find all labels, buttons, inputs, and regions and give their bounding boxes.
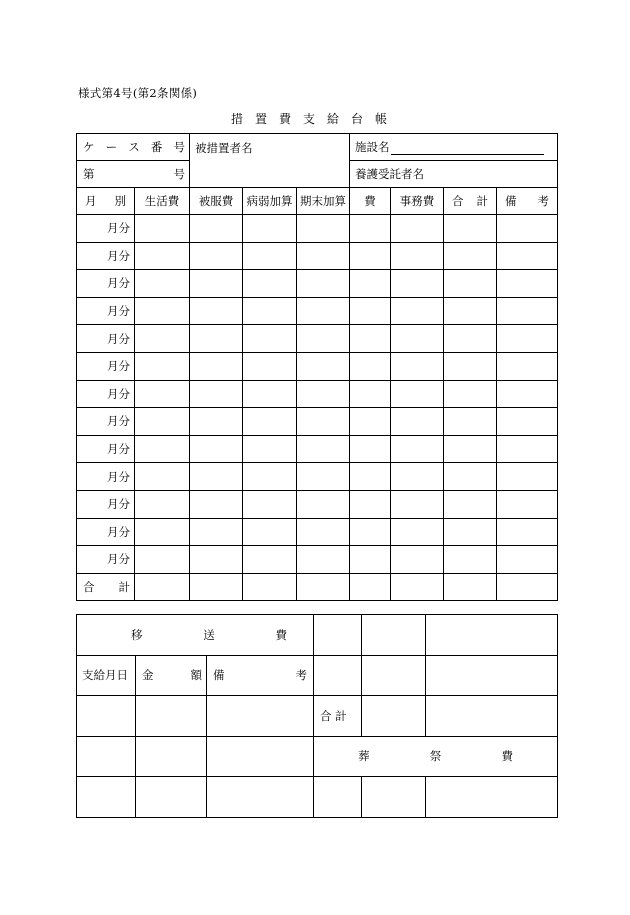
funeral-title-char: 葬 (358, 749, 370, 764)
funeral-cell-3[interactable] (426, 777, 558, 818)
ledger-total-label-char: 計 (118, 580, 130, 595)
ledger-cell-remarks[interactable] (497, 490, 558, 518)
ledger-cell-living-cost[interactable] (135, 490, 190, 518)
ledger-cell-living-cost[interactable] (135, 242, 190, 270)
ledger-cell-cost[interactable] (350, 435, 391, 463)
ledger-cell-sickness-addition[interactable] (243, 242, 297, 270)
ledger-total-row (77, 573, 558, 601)
ledger-cell-living-cost[interactable] (135, 352, 190, 380)
month-row (77, 435, 558, 463)
ledger-cell-remarks[interactable] (497, 242, 558, 270)
ledger-cell-term-end-addition[interactable] (297, 463, 350, 491)
ledger-cell-clothing-cost[interactable] (190, 215, 243, 243)
transport-title-char: 移 (131, 627, 143, 642)
month-row (77, 270, 558, 298)
ledger-cell-total[interactable] (444, 435, 497, 463)
ledger-cell-living-cost[interactable] (135, 546, 190, 574)
payment-date-input[interactable] (77, 696, 136, 737)
ledger-cell-term-end-addition[interactable] (297, 352, 350, 380)
ledger-cell-office-cost[interactable] (391, 380, 444, 408)
ledger-cell-clothing-cost[interactable] (190, 380, 243, 408)
ledger-cell-remarks[interactable] (497, 408, 558, 436)
column-header-remarks-char: 考 (537, 194, 550, 208)
ledger-cell-cost[interactable] (350, 297, 391, 325)
ledger-total-clothing-cost[interactable] (190, 573, 243, 601)
ledger-cell-office-cost[interactable] (391, 408, 444, 436)
transport-total-input[interactable] (362, 696, 426, 737)
funeral-cell-2[interactable] (362, 777, 426, 818)
month-label: 月分 (77, 242, 135, 270)
ledger-cell-total[interactable] (444, 215, 497, 243)
funeral-title-cell (314, 736, 558, 777)
transport-extra-cell-2[interactable] (362, 615, 426, 656)
ledger-cell-office-cost[interactable] (391, 325, 444, 353)
ledger-cell-office-cost[interactable] (391, 352, 444, 380)
ledger-total-total[interactable] (444, 573, 497, 601)
transport-title-char: 費 (275, 627, 287, 642)
ledger-cell-living-cost[interactable] (135, 325, 190, 353)
column-header-living-cost: 生活費 (135, 188, 190, 215)
ledger-cell-office-cost[interactable] (391, 215, 444, 243)
ledger-cell-term-end-addition[interactable] (297, 242, 350, 270)
document-title: 措置費支給台帳 (230, 112, 399, 126)
column-header-remarks (497, 188, 558, 215)
ledger-cell-clothing-cost[interactable] (190, 242, 243, 270)
remarks-label-char: 備 (213, 668, 225, 683)
amount-input-3[interactable] (136, 777, 207, 818)
ledger-cell-total[interactable] (444, 242, 497, 270)
ledger-cell-living-cost[interactable] (135, 518, 190, 546)
ledger-cell-remarks[interactable] (497, 518, 558, 546)
ledger-cell-total[interactable] (444, 518, 497, 546)
ledger-cell-sickness-addition[interactable] (243, 463, 297, 491)
ledger-cell-living-cost[interactable] (135, 435, 190, 463)
funeral-cell-1[interactable] (314, 777, 362, 818)
ledger-cell-term-end-addition[interactable] (297, 215, 350, 243)
ledger-cell-term-end-addition[interactable] (297, 546, 350, 574)
transport-funeral-table (76, 614, 558, 818)
payment-date-input-3[interactable] (77, 777, 136, 818)
transport-total-label: 合 計 (314, 696, 362, 737)
ledger-cell-sickness-addition[interactable] (243, 215, 297, 243)
ledger-cell-office-cost[interactable] (391, 463, 444, 491)
ledger-cell-term-end-addition[interactable] (297, 408, 350, 436)
ledger-cell-clothing-cost[interactable] (190, 490, 243, 518)
ledger-cell-clothing-cost[interactable] (190, 546, 243, 574)
ledger-cell-cost[interactable] (350, 242, 391, 270)
ledger-cell-cost[interactable] (350, 408, 391, 436)
facility-name-underline (391, 141, 544, 155)
transport-extra-cell-6[interactable] (426, 655, 558, 696)
ledger-cell-clothing-cost[interactable] (190, 435, 243, 463)
month-row (77, 490, 558, 518)
ledger-cell-living-cost[interactable] (135, 380, 190, 408)
ledger-total-label (77, 573, 135, 601)
ledger-cell-office-cost[interactable] (391, 546, 444, 574)
ledger-cell-sickness-addition[interactable] (243, 297, 297, 325)
ledger-cell-cost[interactable] (350, 490, 391, 518)
case-dai-cell[interactable] (77, 161, 190, 188)
facility-name-cell[interactable] (350, 134, 558, 161)
ledger-cell-total[interactable] (444, 380, 497, 408)
month-label: 月分 (77, 518, 135, 546)
ledger-cell-term-end-addition[interactable] (297, 270, 350, 298)
ledger-cell-clothing-cost[interactable] (190, 352, 243, 380)
ledger-cell-clothing-cost[interactable] (190, 297, 243, 325)
case-dai-label-char: 号 (173, 167, 185, 181)
facility-name-label: 施設名 (355, 140, 390, 154)
ledger-cell-sickness-addition[interactable] (243, 408, 297, 436)
ledger-total-office-cost[interactable] (391, 573, 444, 601)
ledger-cell-cost[interactable] (350, 270, 391, 298)
ledger-cell-total[interactable] (444, 546, 497, 574)
ledger-cell-office-cost[interactable] (391, 270, 444, 298)
ledger-cell-living-cost[interactable] (135, 408, 190, 436)
transport-title-cell (77, 615, 314, 656)
ledger-cell-living-cost[interactable] (135, 215, 190, 243)
payment-date-input-2[interactable] (77, 736, 136, 777)
ledger-cell-office-cost[interactable] (391, 242, 444, 270)
ledger-cell-total[interactable] (444, 490, 497, 518)
ledger-cell-term-end-addition[interactable] (297, 490, 350, 518)
ledger-cell-office-cost[interactable] (391, 297, 444, 325)
ledger-cell-office-cost[interactable] (391, 490, 444, 518)
ledger-total-label-char: 合 (83, 580, 95, 595)
ledger-cell-sickness-addition[interactable] (243, 490, 297, 518)
month-row (77, 463, 558, 491)
month-row (77, 297, 558, 325)
case-dai-label-char: 第 (83, 167, 95, 181)
month-row (77, 408, 558, 436)
remarks-label-char: 考 (295, 668, 307, 683)
column-header-sickness-addition: 病弱加算 (243, 188, 297, 215)
column-header-clothing-cost: 被服費 (190, 188, 243, 215)
column-header-row (77, 188, 558, 215)
ledger-cell-term-end-addition[interactable] (297, 518, 350, 546)
ledger-cell-remarks[interactable] (497, 270, 558, 298)
ledger-cell-total[interactable] (444, 297, 497, 325)
transport-extra-cell-5[interactable] (362, 655, 426, 696)
ledger-total-term-end-addition[interactable] (297, 573, 350, 601)
recipient-name-label: 被措置者名 (195, 141, 253, 155)
month-label: 月分 (77, 380, 135, 408)
month-row (77, 352, 558, 380)
column-header-month-char: 別 (114, 194, 126, 208)
column-header-remarks-char: 備 (505, 194, 517, 208)
month-label: 月分 (77, 408, 135, 436)
ledger-cell-term-end-addition[interactable] (297, 325, 350, 353)
month-row (77, 242, 558, 270)
ledger-cell-total[interactable] (444, 352, 497, 380)
ledger-cell-remarks[interactable] (497, 546, 558, 574)
ledger-cell-remarks[interactable] (497, 297, 558, 325)
month-label: 月分 (77, 215, 135, 243)
remarks-input[interactable] (207, 696, 314, 737)
ledger-cell-sickness-addition[interactable] (243, 325, 297, 353)
column-header-total (444, 188, 497, 215)
ledger-cell-remarks[interactable] (497, 352, 558, 380)
column-header-total-char: 計 (476, 194, 489, 208)
column-header-month-char: 月 (85, 194, 97, 208)
funeral-title-char: 費 (501, 749, 513, 764)
amount-label-char: 金 (142, 668, 154, 683)
month-label: 月分 (77, 270, 135, 298)
case-number-cell[interactable] (77, 134, 190, 161)
ledger-cell-sickness-addition[interactable] (243, 270, 297, 298)
ledger-cell-clothing-cost[interactable] (190, 270, 243, 298)
ledger-cell-sickness-addition[interactable] (243, 435, 297, 463)
ledger-cell-remarks[interactable] (497, 463, 558, 491)
column-header-month (77, 188, 135, 215)
ledger-cell-remarks[interactable] (497, 325, 558, 353)
month-row (77, 546, 558, 574)
amount-header (136, 655, 207, 696)
case-number-label-char: ス (128, 140, 140, 154)
remarks-input-2[interactable] (207, 736, 314, 777)
transport-extra-cell-4[interactable] (314, 655, 362, 696)
ledger-cell-term-end-addition[interactable] (297, 297, 350, 325)
ledger-cell-cost[interactable] (350, 463, 391, 491)
month-row (77, 380, 558, 408)
transport-extra-cell-7[interactable] (426, 696, 558, 737)
case-number-label-char: 号 (173, 140, 185, 154)
ledger-cell-sickness-addition[interactable] (243, 380, 297, 408)
ledger-cell-sickness-addition[interactable] (243, 352, 297, 380)
month-label: 月分 (77, 297, 135, 325)
ledger-cell-remarks[interactable] (497, 435, 558, 463)
column-header-cost: 費 (350, 188, 391, 215)
month-label: 月分 (77, 463, 135, 491)
ledger-cell-living-cost[interactable] (135, 463, 190, 491)
ledger-cell-total[interactable] (444, 408, 497, 436)
recipient-name-cell[interactable] (190, 134, 350, 188)
ledger-cell-sickness-addition[interactable] (243, 546, 297, 574)
ledger-cell-cost[interactable] (350, 546, 391, 574)
funeral-title-char: 祭 (429, 749, 442, 764)
remarks-input-3[interactable] (207, 777, 314, 818)
month-label: 月分 (77, 546, 135, 574)
ledger-cell-term-end-addition[interactable] (297, 380, 350, 408)
ledger-cell-cost[interactable] (350, 325, 391, 353)
month-label: 月分 (77, 325, 135, 353)
payment-date-header: 支給月日 (77, 655, 136, 696)
column-header-office-cost: 事務費 (391, 188, 444, 215)
ledger-total-cost[interactable] (350, 573, 391, 601)
allowance-ledger-table (76, 133, 558, 601)
ledger-cell-term-end-addition[interactable] (297, 435, 350, 463)
case-number-label-char: ケ (83, 140, 95, 154)
ledger-cell-remarks[interactable] (497, 380, 558, 408)
month-label: 月分 (77, 490, 135, 518)
ledger-cell-clothing-cost[interactable] (190, 408, 243, 436)
column-header-total-char: 合 (452, 194, 464, 208)
ledger-cell-remarks[interactable] (497, 215, 558, 243)
ledger-cell-cost[interactable] (350, 380, 391, 408)
form-number-label: 様式第4号(第2条関係) (78, 86, 198, 100)
ledger-cell-total[interactable] (444, 463, 497, 491)
guardian-name-label: 養護受託者名 (355, 167, 425, 181)
amount-input[interactable] (136, 696, 207, 737)
ledger-cell-office-cost[interactable] (391, 518, 444, 546)
ledger-cell-sickness-addition[interactable] (243, 518, 297, 546)
ledger-cell-office-cost[interactable] (391, 435, 444, 463)
ledger-cell-living-cost[interactable] (135, 270, 190, 298)
month-label: 月分 (77, 435, 135, 463)
transport-title-char: 送 (203, 627, 215, 642)
month-label: 月分 (77, 352, 135, 380)
ledger-cell-clothing-cost[interactable] (190, 518, 243, 546)
ledger-cell-clothing-cost[interactable] (190, 463, 243, 491)
transport-extra-cell-1[interactable] (314, 615, 362, 656)
month-row (77, 518, 558, 546)
case-number-label-char: ー (105, 140, 118, 154)
amount-label-char: 額 (190, 668, 202, 683)
ledger-cell-total[interactable] (444, 270, 497, 298)
amount-input-2[interactable] (136, 736, 207, 777)
ledger-total-remarks[interactable] (497, 573, 558, 601)
case-number-label-char: 番 (150, 140, 163, 154)
ledger-cell-total[interactable] (444, 325, 497, 353)
ledger-total-sickness-addition[interactable] (243, 573, 297, 601)
transport-extra-cell-3[interactable] (426, 615, 558, 656)
ledger-cell-cost[interactable] (350, 518, 391, 546)
month-row (77, 325, 558, 353)
guardian-name-cell[interactable] (350, 161, 558, 188)
ledger-cell-living-cost[interactable] (135, 297, 190, 325)
ledger-cell-clothing-cost[interactable] (190, 325, 243, 353)
ledger-cell-cost[interactable] (350, 215, 391, 243)
month-row (77, 215, 558, 243)
ledger-cell-cost[interactable] (350, 352, 391, 380)
remarks-header (207, 655, 314, 696)
column-header-term-end-addition: 期末加算 (297, 188, 350, 215)
ledger-total-living-cost[interactable] (135, 573, 190, 601)
